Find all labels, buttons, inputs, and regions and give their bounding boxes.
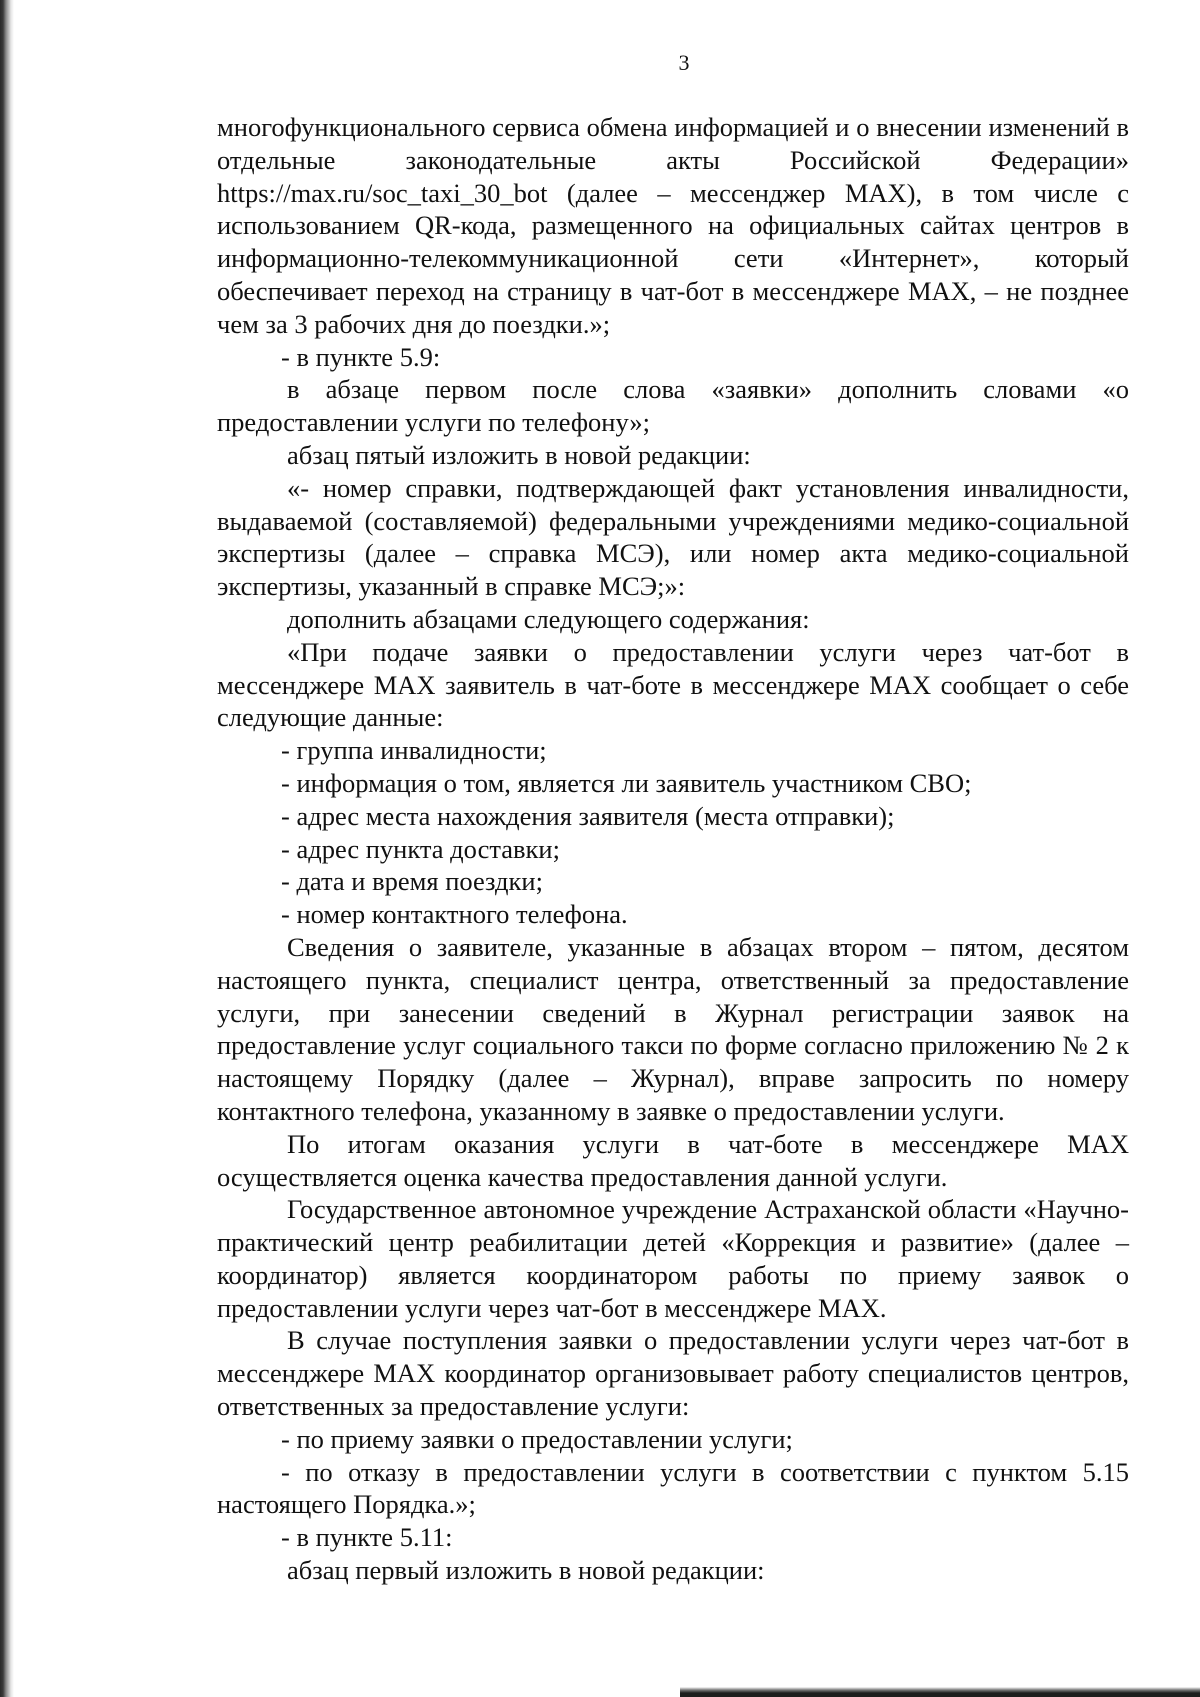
list-item: - информация о том, является ли заявитель участником СВО; [281, 767, 972, 798]
paragraph: Сведения о заявителе, указанные в абзацах втором – пятом, десятом настоящего пункта, специалист центра, ответственный за предоставление услуги, при занесении сведений в Журнал регистрации заявок на предоставление услуг социального такси по форме согласно приложению № 2 к настоящему Порядку (далее – Журнал), вправе запросить по номеру контактного телефона, указанному в заявке о предоставлении услуги. [217, 931, 1129, 1126]
paragraph: В случае поступления заявки о предоставлении услуги через чат-бот в мессенджере MAX координатор организовывает работу специалистов центров, ответственных за предоставление услуги: [217, 1325, 1129, 1422]
paragraph-continuation: многофункционального сервиса обмена информацией и о внесении изменений в отдельные законодательные акты Российской Федерации» https://max.ru/soc_taxi_30_bot (далее – мессенджер MAX), в том числе с использованием QR-кода, размещенного на официальных сайтах центров в информационно-телекоммуникационной сети «Интернет», который обеспечивает переход на страницу в чат-бот в мессенджере MAX, – не позднее чем за 3 рабочих дня до поездки.»; [217, 112, 1129, 339]
paragraph: «- номер справки, подтверждающей факт установления инвалидности, выдаваемой (составляемой) федеральными учреждениями медико-социальной экспертизы (далее – справка МСЭ), или номер акта медико-социальной экспертизы, указанный в справке МСЭ;»: [217, 472, 1129, 602]
list-item: - в пункте 5.11: [281, 1522, 453, 1553]
paragraph: в абзаце первом после слова «заявки» дополнить словами «о предоставлении услуги по телефону»; [217, 374, 1129, 438]
paragraph: дополнить абзацами следующего содержания: [287, 603, 810, 634]
list-item: - по отказу в предоставлении услуги в соответствии с пунктом 5.15 настоящего Порядка.»; [217, 1456, 1129, 1520]
list-item: - дата и время поездки; [281, 866, 543, 897]
paragraph: «При подаче заявки о предоставлении услуги через чат-бот в мессенджере MAX заявитель в чат-боте в мессенджере MAX сообщает о себе следующие данные: [217, 636, 1129, 733]
scan-edge-bottom [680, 1687, 1200, 1697]
paragraph: абзац пятый изложить в новой редакции: [287, 439, 751, 470]
page-number: 3 [678, 50, 690, 75]
list-item: - адрес пункта доставки; [281, 833, 560, 864]
document-body [217, 111, 1129, 1587]
paragraph: По итогам оказания услуги в чат-боте в мессенджере MAX осуществляется оценка качества предоставления данной услуги. [217, 1128, 1129, 1192]
scan-edge-left [0, 0, 14, 1697]
list-item: - по приему заявки о предоставлении услуги; [281, 1423, 793, 1454]
list-item: - группа инвалидности; [281, 735, 547, 766]
list-item: - номер контактного телефона. [281, 899, 628, 930]
paragraph: абзац первый изложить в новой редакции: [287, 1555, 765, 1586]
list-item: - в пункте 5.9: [281, 341, 441, 372]
list-item: - адрес места нахождения заявителя (места отправки); [281, 800, 895, 831]
paragraph: Государственное автономное учреждение Астраханской области «Научно-практический центр реабилитации детей «Коррекция и развитие» (далее – координатор) является координатором работы по приему заявок о предоставлении услуги через чат-бот в мессенджере MAX. [217, 1194, 1129, 1323]
